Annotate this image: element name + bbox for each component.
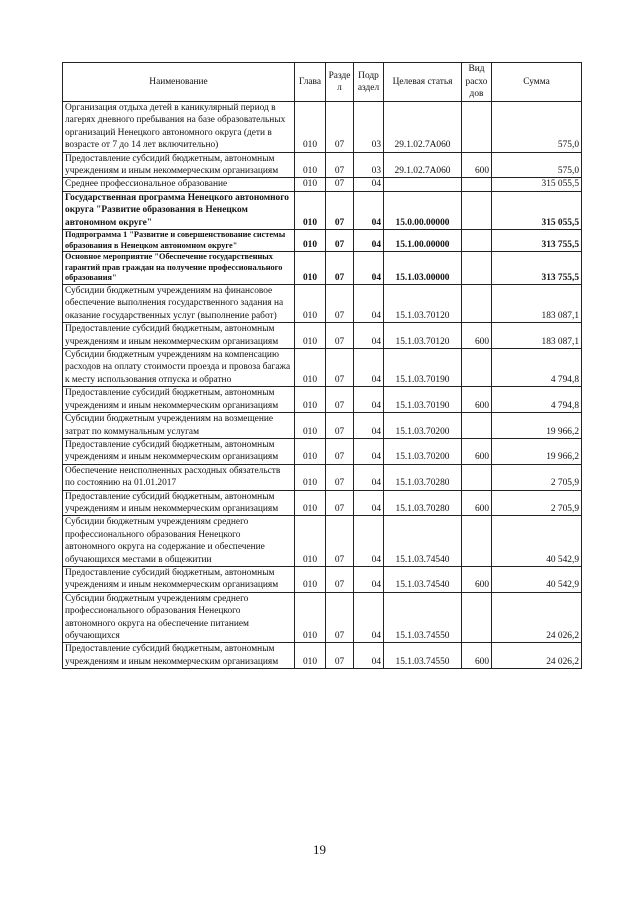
cell-vid xyxy=(462,252,492,285)
cell-vid: 600 xyxy=(462,643,492,669)
cell-glava: 010 xyxy=(295,592,326,643)
cell-target: 15.1.03.70120 xyxy=(384,323,462,349)
col-header-vid: Вид расхо дов xyxy=(462,63,492,102)
cell-razdel: 07 xyxy=(326,387,354,413)
table-row xyxy=(63,438,582,464)
cell-name: Предоставление субсидий бюджетным, автономным учреждениям и иным некоммерческим организациям xyxy=(63,566,295,592)
table-row xyxy=(63,387,582,413)
cell-vid: 600 xyxy=(462,490,492,516)
col-header-podrazdel: Подр аздел xyxy=(354,63,384,102)
cell-vid xyxy=(462,413,492,439)
cell-vid xyxy=(462,285,492,323)
cell-vid: 600 xyxy=(462,566,492,592)
cell-name: Подпрограмма 1 "Развитие и совершенствование системы образования в Ненецком автономном округе" xyxy=(63,230,295,252)
page-number: 19 xyxy=(313,842,326,857)
cell-vid: 600 xyxy=(462,387,492,413)
cell-vid xyxy=(462,230,492,252)
cell-razdel: 07 xyxy=(326,230,354,252)
cell-sum: 315 055,5 xyxy=(492,178,582,191)
cell-razdel: 07 xyxy=(326,178,354,191)
cell-name: Предоставление субсидий бюджетным, автономным учреждениям и иным некоммерческим организациям xyxy=(63,323,295,349)
table-row xyxy=(63,102,582,153)
budget-table xyxy=(62,62,582,669)
cell-glava: 010 xyxy=(295,252,326,285)
cell-podrazdel: 04 xyxy=(354,285,384,323)
cell-sum: 315 055,5 xyxy=(492,191,582,229)
cell-glava: 010 xyxy=(295,178,326,191)
cell-glava: 010 xyxy=(295,230,326,252)
cell-razdel: 07 xyxy=(326,592,354,643)
cell-target xyxy=(384,178,462,191)
cell-target: 29.1.02.7А060 xyxy=(384,102,462,153)
cell-sum: 313 755,5 xyxy=(492,230,582,252)
cell-razdel: 07 xyxy=(326,102,354,153)
cell-name: Предоставление субсидий бюджетным, автономным учреждениям и иным некоммерческим организациям xyxy=(63,643,295,669)
cell-glava: 010 xyxy=(295,413,326,439)
cell-name: Государственная программа Ненецкого автономного округа "Развитие образования в Ненецком автономном округе" xyxy=(63,191,295,229)
cell-podrazdel: 04 xyxy=(354,438,384,464)
cell-name: Предоставление субсидий бюджетным, автономным учреждениям и иным некоммерческим организациям xyxy=(63,438,295,464)
table-row xyxy=(63,516,582,567)
cell-glava: 010 xyxy=(295,152,326,178)
cell-glava: 010 xyxy=(295,490,326,516)
cell-name: Обеспечение неисполненных расходных обязательств по состоянию на 01.01.2017 xyxy=(63,464,295,490)
cell-target: 15.1.03.74540 xyxy=(384,516,462,567)
table-row xyxy=(63,178,582,191)
cell-sum: 19 966,2 xyxy=(492,413,582,439)
cell-sum: 2 705,9 xyxy=(492,490,582,516)
cell-target: 15.1.03.70190 xyxy=(384,387,462,413)
cell-podrazdel: 04 xyxy=(354,230,384,252)
cell-target: 15.1.03.70200 xyxy=(384,413,462,439)
cell-vid xyxy=(462,102,492,153)
cell-razdel: 07 xyxy=(326,643,354,669)
table-row xyxy=(63,285,582,323)
table-row xyxy=(63,349,582,387)
cell-name: Среднее профессиональное образование xyxy=(63,178,295,191)
cell-razdel: 07 xyxy=(326,438,354,464)
table-row xyxy=(63,643,582,669)
cell-podrazdel: 04 xyxy=(354,387,384,413)
cell-sum: 4 794,8 xyxy=(492,387,582,413)
table-row xyxy=(63,566,582,592)
cell-razdel: 07 xyxy=(326,349,354,387)
table-row xyxy=(63,413,582,439)
cell-sum: 24 026,2 xyxy=(492,592,582,643)
cell-podrazdel: 04 xyxy=(354,252,384,285)
cell-glava: 010 xyxy=(295,464,326,490)
cell-podrazdel: 04 xyxy=(354,178,384,191)
cell-target: 15.1.03.00000 xyxy=(384,252,462,285)
cell-name: Основное мероприятие "Обеспечение государственных гарантий прав граждан на получение профессионального образования" xyxy=(63,252,295,285)
cell-vid xyxy=(462,191,492,229)
table-row xyxy=(63,592,582,643)
cell-sum: 183 087,1 xyxy=(492,323,582,349)
cell-sum: 40 542,9 xyxy=(492,516,582,567)
cell-sum: 2 705,9 xyxy=(492,464,582,490)
col-header-sum: Сумма xyxy=(492,63,582,102)
cell-podrazdel: 04 xyxy=(354,191,384,229)
cell-glava: 010 xyxy=(295,438,326,464)
cell-vid xyxy=(462,592,492,643)
cell-vid xyxy=(462,464,492,490)
cell-vid: 600 xyxy=(462,438,492,464)
cell-name: Предоставление субсидий бюджетным, автономным учреждениям и иным некоммерческим организациям xyxy=(63,490,295,516)
cell-razdel: 07 xyxy=(326,516,354,567)
cell-podrazdel: 04 xyxy=(354,413,384,439)
cell-razdel: 07 xyxy=(326,152,354,178)
cell-target: 15.1.03.70190 xyxy=(384,349,462,387)
cell-podrazdel: 04 xyxy=(354,643,384,669)
cell-vid xyxy=(462,178,492,191)
col-header-glava: Глава xyxy=(295,63,326,102)
cell-target: 15.0.00.00000 xyxy=(384,191,462,229)
cell-podrazdel: 04 xyxy=(354,490,384,516)
cell-target: 29.1.02.7А060 xyxy=(384,152,462,178)
cell-razdel: 07 xyxy=(326,191,354,229)
cell-name: Субсидии бюджетным учреждениям среднего профессионального образования Ненецкого автономного округа на содержание и обеспечение обучающихся местами в общежитии xyxy=(63,516,295,567)
cell-glava: 010 xyxy=(295,191,326,229)
cell-podrazdel: 04 xyxy=(354,592,384,643)
cell-sum: 575,0 xyxy=(492,102,582,153)
cell-name: Субсидии бюджетным учреждениям среднего профессионального образования Ненецкого автономного округа на обеспечение питанием обучающихся xyxy=(63,592,295,643)
cell-name: Субсидии бюджетным учреждениям на финансовое обеспечение выполнения государственного задания на оказание государственных услуг (выполнение работ) xyxy=(63,285,295,323)
cell-razdel: 07 xyxy=(326,285,354,323)
cell-razdel: 07 xyxy=(326,566,354,592)
cell-vid: 600 xyxy=(462,323,492,349)
cell-podrazdel: 04 xyxy=(354,566,384,592)
cell-podrazdel: 03 xyxy=(354,152,384,178)
cell-podrazdel: 04 xyxy=(354,349,384,387)
cell-glava: 010 xyxy=(295,349,326,387)
cell-vid xyxy=(462,516,492,567)
cell-target: 15.1.03.74550 xyxy=(384,643,462,669)
cell-target: 15.1.03.74540 xyxy=(384,566,462,592)
cell-razdel: 07 xyxy=(326,490,354,516)
cell-glava: 010 xyxy=(295,643,326,669)
cell-target: 15.1.03.70120 xyxy=(384,285,462,323)
table-row xyxy=(63,323,582,349)
cell-target: 15.1.03.70200 xyxy=(384,438,462,464)
table-row xyxy=(63,252,582,285)
table-row xyxy=(63,490,582,516)
cell-glava: 010 xyxy=(295,323,326,349)
cell-vid xyxy=(462,349,492,387)
cell-glava: 010 xyxy=(295,387,326,413)
cell-podrazdel: 04 xyxy=(354,464,384,490)
col-header-target: Целевая статья xyxy=(384,63,462,102)
cell-name: Организация отдыха детей в каникулярный период в лагерях дневного пребывания на базе образовательных организаций Ненецкого автономного округа (дети в возрасте от 7 до 14 лет включительно) xyxy=(63,102,295,153)
table-header-row xyxy=(63,63,582,102)
cell-sum: 40 542,9 xyxy=(492,566,582,592)
cell-target: 15.1.03.70280 xyxy=(384,490,462,516)
table-row xyxy=(63,230,582,252)
col-header-name: Наименование xyxy=(63,63,295,102)
cell-target: 15.1.00.00000 xyxy=(384,230,462,252)
cell-sum: 24 026,2 xyxy=(492,643,582,669)
cell-glava: 010 xyxy=(295,285,326,323)
cell-razdel: 07 xyxy=(326,413,354,439)
table-row xyxy=(63,464,582,490)
table-row xyxy=(63,152,582,178)
cell-sum: 575,0 xyxy=(492,152,582,178)
cell-target: 15.1.03.74550 xyxy=(384,592,462,643)
cell-podrazdel: 03 xyxy=(354,102,384,153)
cell-glava: 010 xyxy=(295,102,326,153)
table-row xyxy=(63,191,582,229)
cell-razdel: 07 xyxy=(326,323,354,349)
col-header-razdel: Разде л xyxy=(326,63,354,102)
cell-name: Предоставление субсидий бюджетным, автономным учреждениям и иным некоммерческим организациям xyxy=(63,152,295,178)
cell-sum: 313 755,5 xyxy=(492,252,582,285)
cell-vid: 600 xyxy=(462,152,492,178)
cell-glava: 010 xyxy=(295,516,326,567)
cell-name: Предоставление субсидий бюджетным, автономным учреждениям и иным некоммерческим организациям xyxy=(63,387,295,413)
cell-sum: 183 087,1 xyxy=(492,285,582,323)
cell-sum: 4 794,8 xyxy=(492,349,582,387)
cell-sum: 19 966,2 xyxy=(492,438,582,464)
cell-podrazdel: 04 xyxy=(354,516,384,567)
cell-target: 15.1.03.70280 xyxy=(384,464,462,490)
cell-name: Субсидии бюджетным учреждениям на возмещение затрат по коммунальным услугам xyxy=(63,413,295,439)
cell-podrazdel: 04 xyxy=(354,323,384,349)
cell-name: Субсидии бюджетным учреждениям на компенсацию расходов на оплату стоимости проезда и провоза багажа к месту использования отпуска и обратно xyxy=(63,349,295,387)
cell-razdel: 07 xyxy=(326,252,354,285)
cell-razdel: 07 xyxy=(326,464,354,490)
cell-glava: 010 xyxy=(295,566,326,592)
